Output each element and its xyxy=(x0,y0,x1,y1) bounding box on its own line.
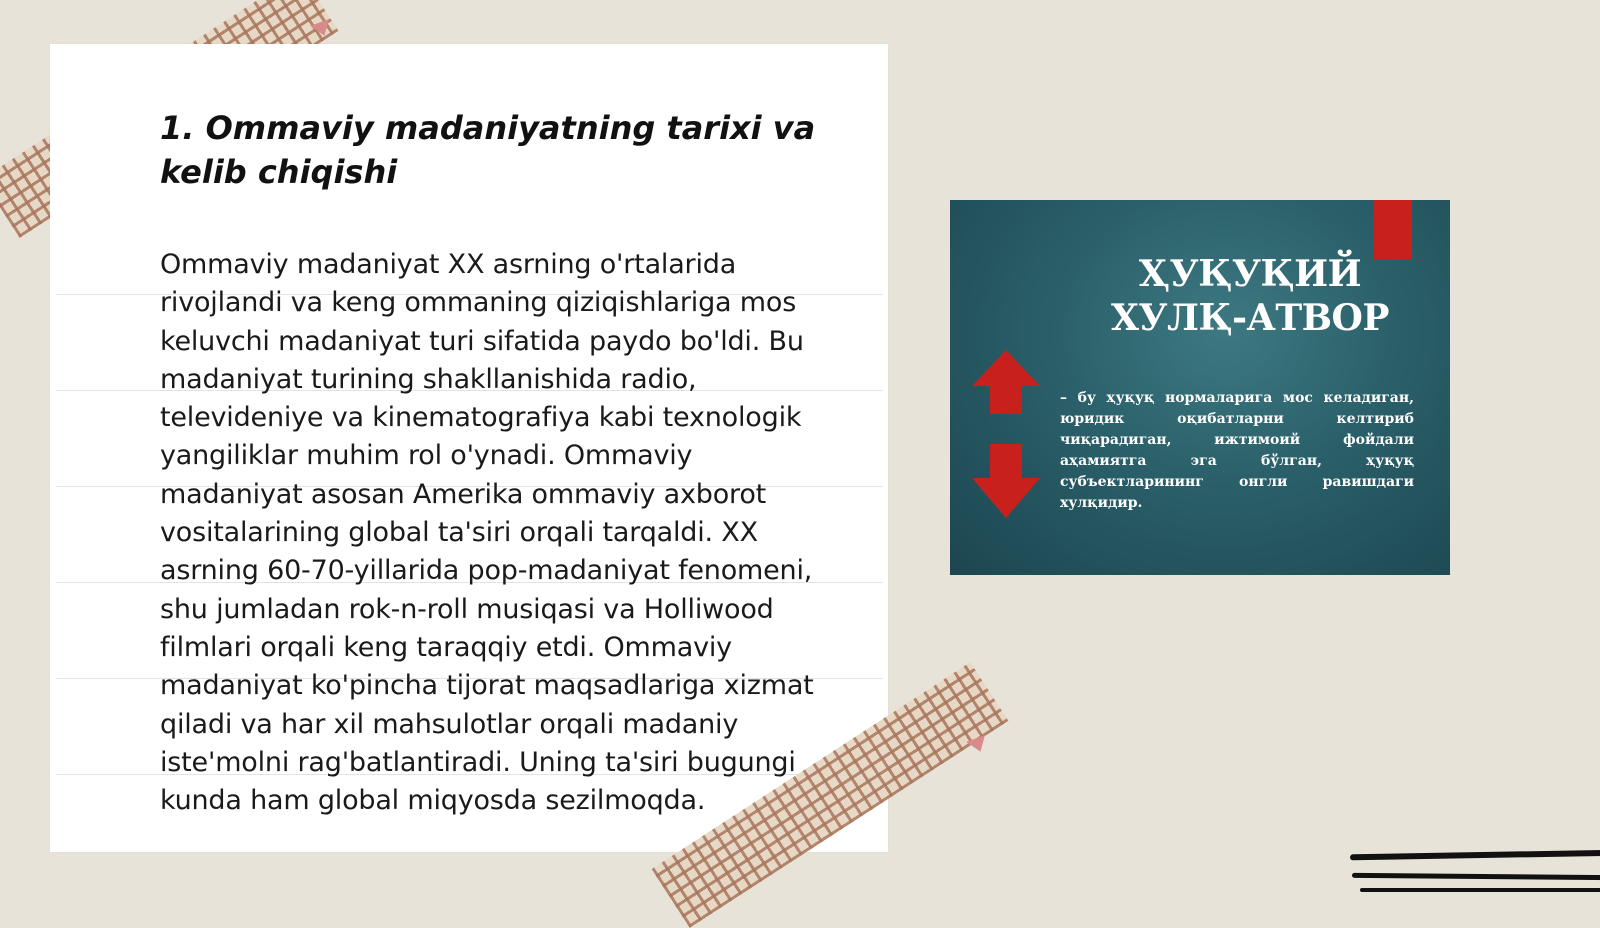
decorative-brush-line xyxy=(1350,850,1600,861)
decorative-brush-line xyxy=(1352,873,1600,880)
slide-title: 1. Ommaviy madaniyatning tarixi va kelib chiqishi xyxy=(160,109,816,191)
image-description: – бу ҳуқуқ нормаларига мос келадиган, юридик оқибатларни келтириб чиқарадиган, ижтимоий фойдали аҳамиятга эга бўлган, ҳуқуқ субъектларининг онгли равишдаги хулқидир. xyxy=(1060,390,1414,511)
arrow-up-icon xyxy=(970,348,1042,416)
image-heading: ҲУҚУҚИЙ ХУЛҚ-АТВОР xyxy=(1111,253,1389,339)
legal-behavior-image xyxy=(950,200,1450,575)
red-accent-tab xyxy=(1374,200,1412,260)
decorative-brush-line xyxy=(1360,888,1600,892)
slide-body-text: Ommaviy madaniyat XX asrning o'rtalarida rivojlandi va keng ommaning qiziqishlariga mos keluvchi madaniyat turi sifatida paydo bo'ldi. Bu madaniyat turining shakllanishida radio, televideniye va kinematografiya kabi texnologik yangiliklar muhim rol o'ynadi. Ommaviy madaniyat asosan Amerika ommaviy axborot vositalarining global ta'siri orqali tarqaldi. XX asrning 60-70-yillarida pop-madaniyat fenomeni, shu jumladan rok-n-roll musiqasi va Holliwood filmlari orqali keng taraqqiy etdi. Ommaviy madaniyat ko'pincha tijorat maqsadlariga xizmat qiladi va har xil mahsulotlar orqali madaniy iste'molni rag'batlantiradi. Uning ta'siri bugungi kunda ham global miqyosda sezilmoqda. xyxy=(160,249,814,817)
arrow-down-icon xyxy=(970,442,1042,520)
